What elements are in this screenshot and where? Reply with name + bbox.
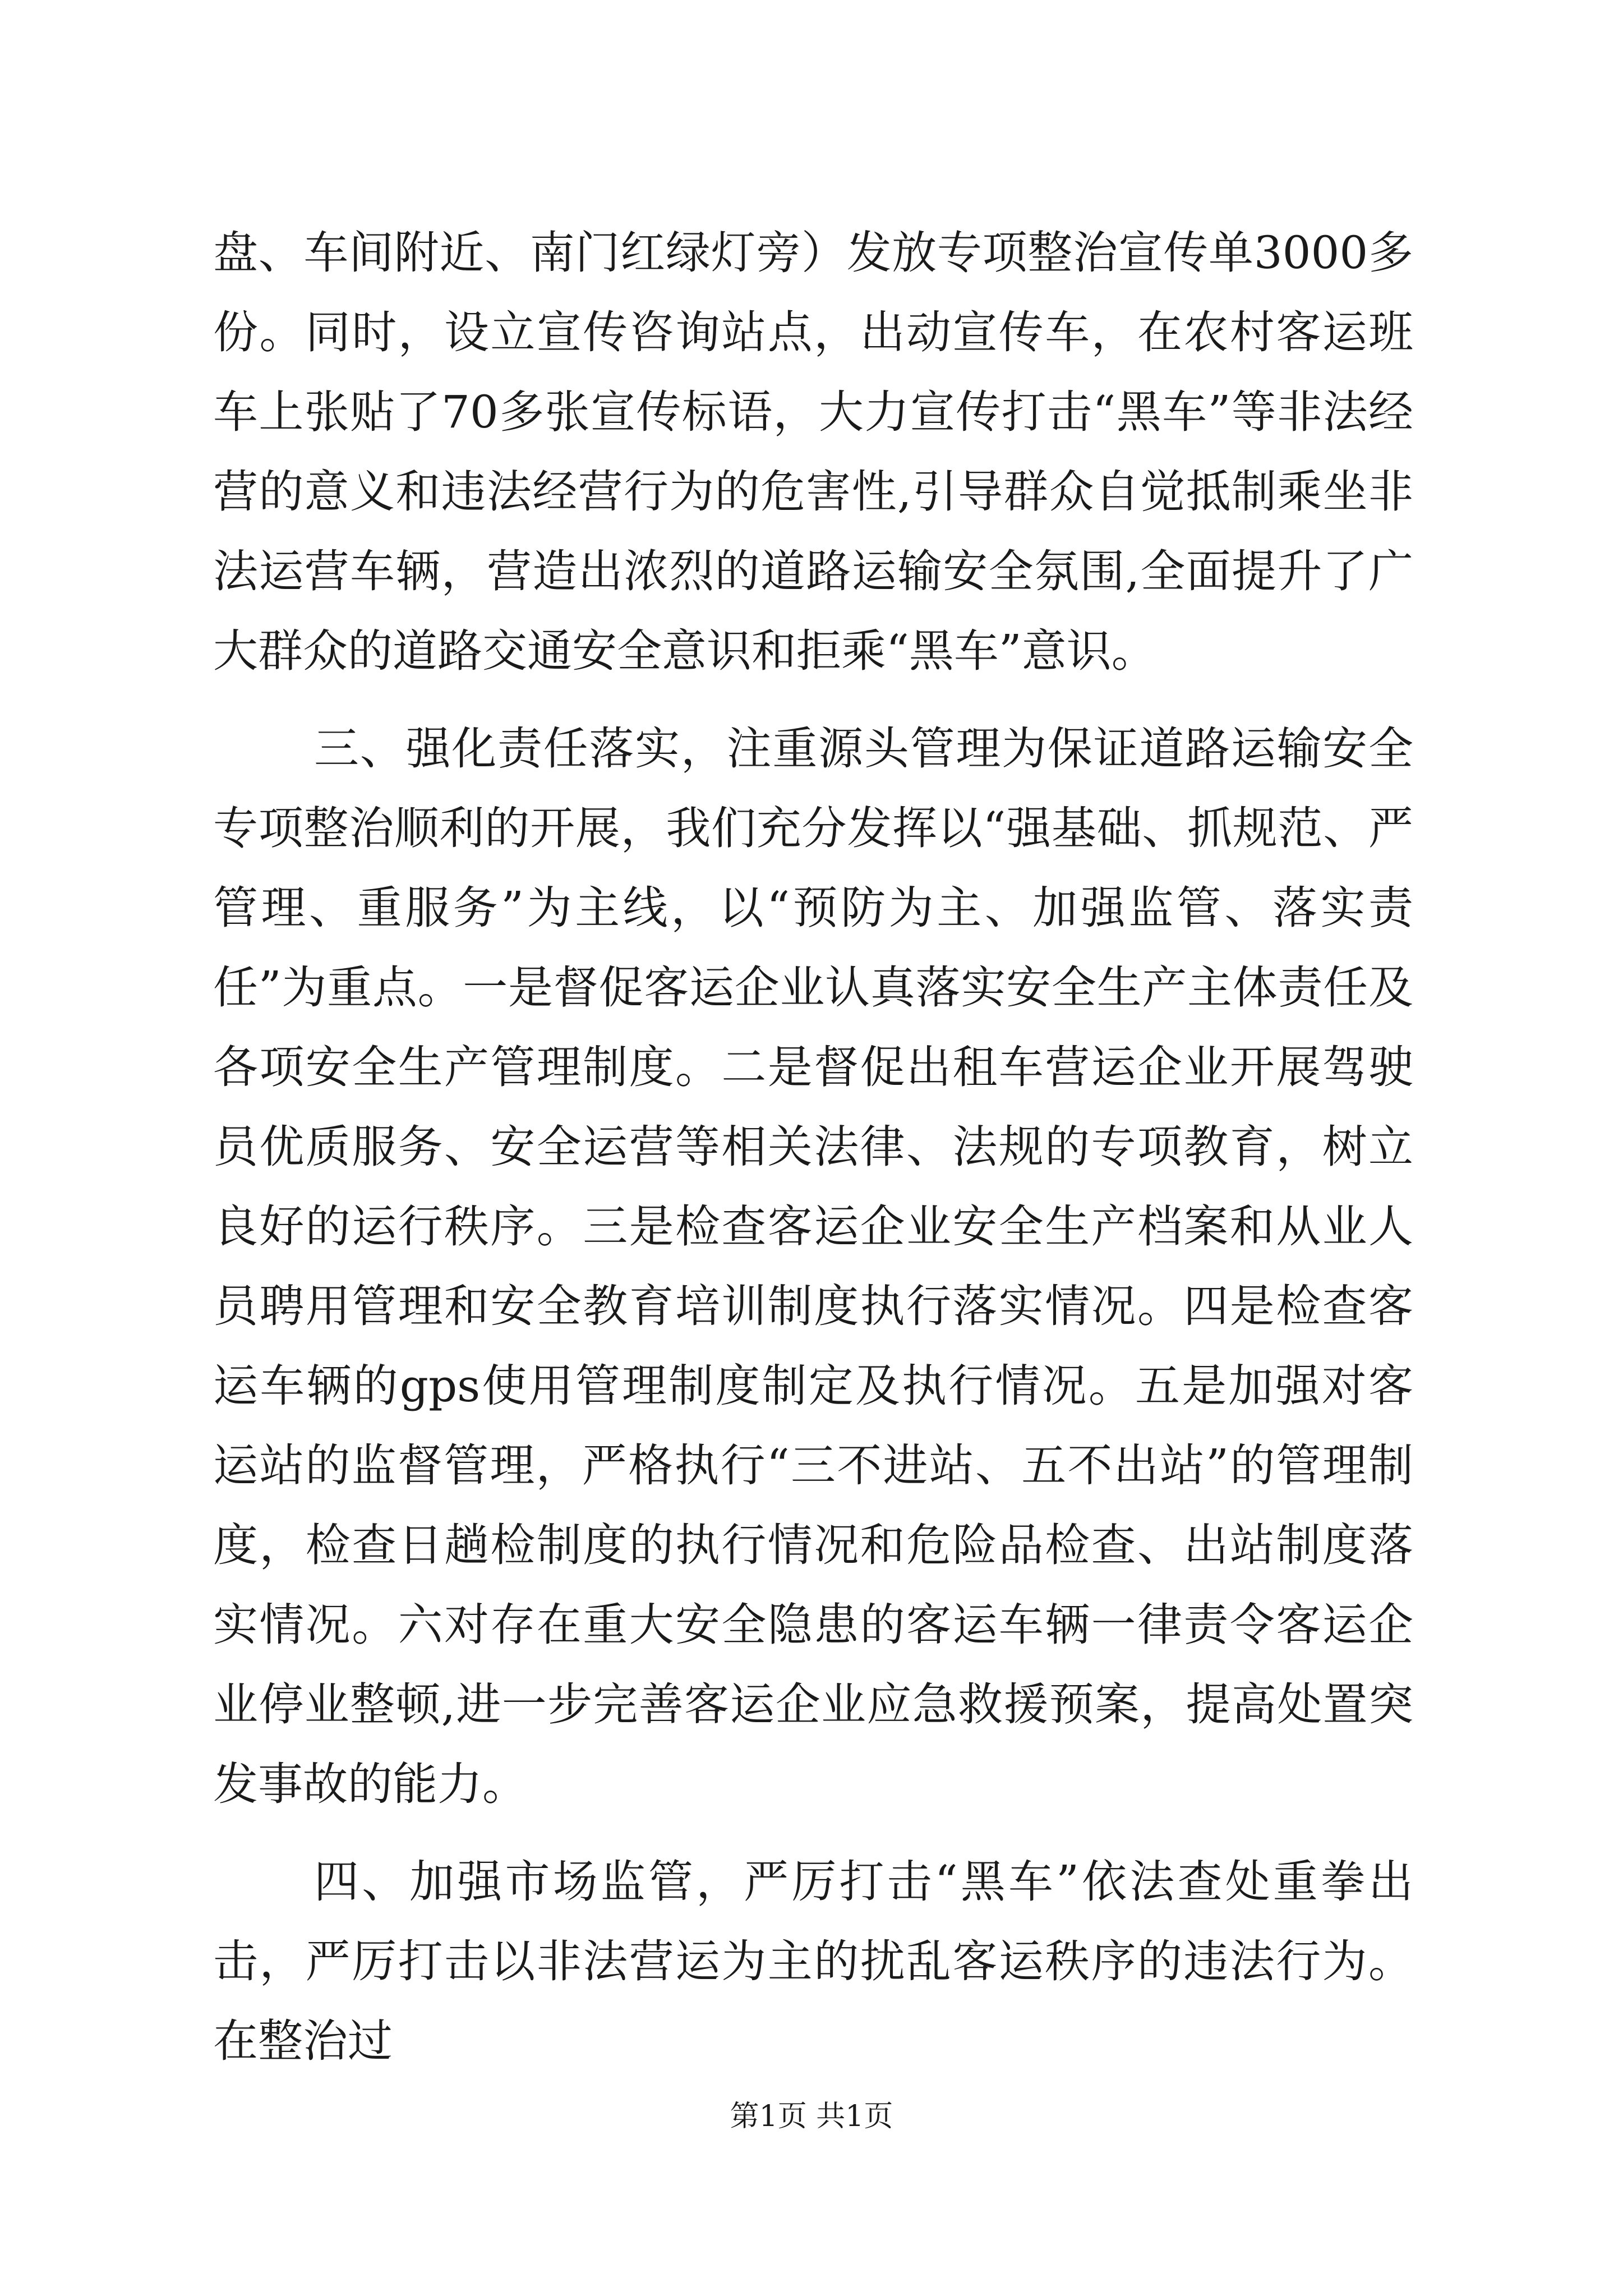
document-body [213, 213, 1413, 2081]
paragraph-1: 盘、车间附近、南门红绿灯旁）发放专项整治宣传单3000多份。同时，设立宣传咨询站点，出动宣传车，在农村客运班车上张贴了70多张宣传标语，大力宣传打击“黑车”等非法经营的意义和违法经营行为的危害性,引导群众自觉抵制乘坐非法运营车辆，营造出浓烈的道路运输安全氛围,全面提升了广大群众的道路交通安全意识和拒乘“黑车”意识。 [213, 227, 1413, 677]
page-footer: 第1页 共1页 [730, 2100, 893, 2133]
paragraph-3: 四、加强市场监管，严厉打击“黑车”依法查处重拳出击，严厉打击以非法营运为主的扰乱客运秩序的违法行为。在整治过 [213, 1856, 1413, 2067]
paragraph-2: 三、强化责任落实，注重源头管理为保证道路运输安全专项整治顺利的开展，我们充分发挥以“强基础、抓规范、严管理、重服务”为主线，以“预防为主、加强监管、落实责任”为重点。一是督促客运企业认真落实安全生产主体责任及各项安全生产管理制度。二是督促出租车营运企业开展驾驶员优质服务、安全运营等相关法律、法规的专项教育，树立良好的运行秩序。三是检查客运企业安全生产档案和从业人员聘用管理和安全教育培训制度执行落实情况。四是检查客运车辆的gps使用管理制度制定及执行情况。五是加强对客运站的监督管理，严格执行“三不进站、五不出站”的管理制度，检查日趟检制度的执行情况和危险品检查、出站制度落实情况。六对存在重大安全隐患的客运车辆一律责令客运企业停业整顿,进一步完善客运企业应急救援预案，提高处置突发事故的能力。 [213, 723, 1413, 1810]
